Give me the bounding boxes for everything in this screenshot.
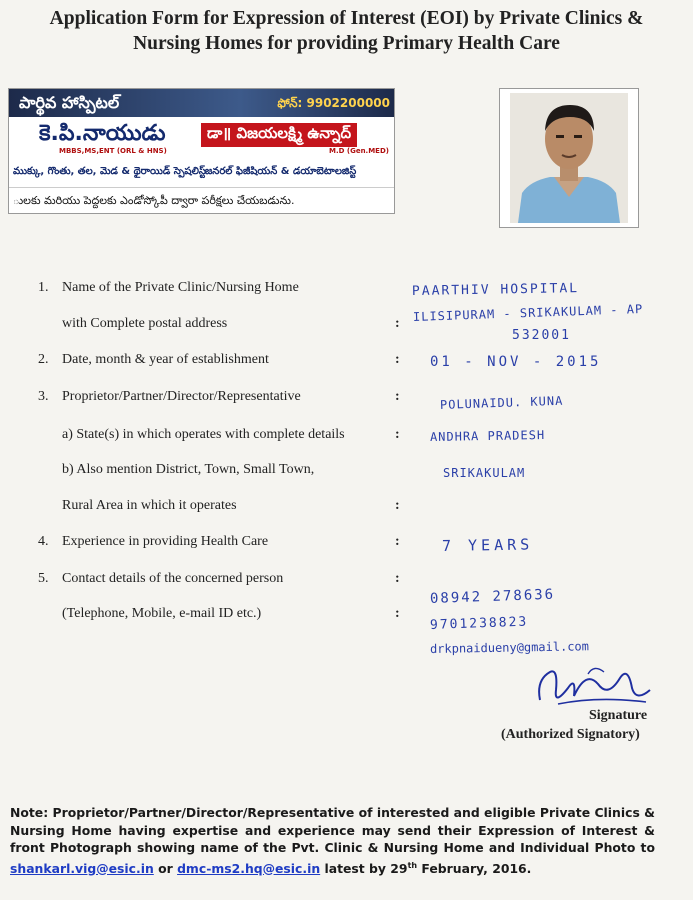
banner-phone: ఫోన్: 9902200000 xyxy=(277,96,390,110)
colon: : xyxy=(395,534,400,549)
banner-footer: ులకు మరియు పెద్దలకు ఎండోస్కోపీ ద్వారా పరీక్షలు చేయబడును. xyxy=(9,187,394,213)
item-label-establishment: Date, month & year of establishment xyxy=(62,352,269,367)
item-label-state: a) State(s) in which operates with complete details xyxy=(62,427,345,442)
answer-email: drkpnaidueny@gmail.com xyxy=(429,639,590,656)
form-title-line1: Application Form for Expression of Interest (EOI) by Private Clinics & xyxy=(49,8,644,29)
answer-proprietor: POLUNAIDU. KUNA xyxy=(439,393,564,412)
banner-doctor1-degree: MBBS,MS,ENT (ORL & HNS) xyxy=(59,147,167,155)
answer-clinic-name: PAARTHIV HOSPITAL xyxy=(411,281,580,299)
item-label-postal-address: with Complete postal address xyxy=(62,316,228,331)
form-title-line2: Nursing Homes for providing Primary Health Care xyxy=(133,33,560,54)
banner-specialty1: ముక్కు, గొంతు, తల, మెడ & థైరాయిడ్ స్పెషలిస్ట్ xyxy=(13,166,206,177)
item-label-experience: Experience in providing Health Care xyxy=(62,534,269,549)
answer-state: ANDHRA PRADESH xyxy=(429,427,546,444)
item-label-clinic-name: Name of the Private Clinic/Nursing Home xyxy=(62,280,299,295)
colon: : xyxy=(395,606,400,621)
colon: : xyxy=(395,427,400,442)
item-number: 4. xyxy=(38,534,49,549)
banner-doctor1-name: కె.పి.నాయుడు xyxy=(39,121,166,146)
authorized-signatory-label: (Authorized Signatory) xyxy=(501,727,640,742)
answer-established: 01 - NOV - 2015 xyxy=(430,354,602,370)
banner-doctor2-name: డా॥ విజయలక్ష్మి ఉన్నాద్ xyxy=(201,123,357,147)
answer-address: ILISIPURAM - SRIKAKULAM - AP xyxy=(412,301,644,324)
colon: : xyxy=(395,316,400,331)
item-label-proprietor: Proprietor/Partner/Director/Representative xyxy=(62,389,301,404)
item-label-district: b) Also mention District, Town, Small Town, xyxy=(62,462,315,477)
note-paragraph xyxy=(10,804,655,877)
answer-district: SRIKAKULAM xyxy=(443,466,526,480)
answer-mobile: 9701238823 xyxy=(429,614,529,633)
answer-pincode: 532001 xyxy=(512,328,571,343)
note-deadline: latest by 29 xyxy=(324,860,408,876)
item-number: 2. xyxy=(38,352,49,367)
item-number: 5. xyxy=(38,571,49,586)
colon: : xyxy=(395,352,400,367)
banner-doctor2-degree: M.D (Gen.MED) xyxy=(329,147,389,155)
banner-specialty2: జనరల్ ఫిజీషియన్ & డయాబెటాలజిస్ట్ xyxy=(205,166,357,177)
note-text: Note: Proprietor/Partner/Director/Representative of interested and eligible Private Clinics & Nursing Home having expertise and experience may send their Expression of Interest & front Photograph showing name of the Pvt. Clinic & Nursing Home and Individual Photo to xyxy=(10,805,655,855)
answer-experience: 7 YEARS xyxy=(441,535,534,555)
colon: : xyxy=(395,571,400,586)
signature-label: Signature xyxy=(589,708,648,723)
item-label-contact: Contact details of the concerned person xyxy=(62,571,284,586)
banner-hospital-name: పార్థివ హాస్పిటల్ xyxy=(19,93,120,112)
handwritten-signature-icon xyxy=(528,660,658,714)
item-number: 3. xyxy=(38,389,49,404)
email-link-dmc-ms2[interactable]: dmc-ms2.hq@esic.in xyxy=(177,860,321,876)
email-link-shankarl[interactable]: shankarl.vig@esic.in xyxy=(10,860,154,876)
answer-telephone: 08942 278636 xyxy=(429,586,556,607)
note-deadline-suffix: th xyxy=(407,860,418,870)
colon: : xyxy=(395,389,400,404)
item-label-contact-details: (Telephone, Mobile, e-mail ID etc.) xyxy=(62,606,262,621)
item-number: 1. xyxy=(38,280,49,295)
item-label-rural-area: Rural Area in which it operates xyxy=(62,498,237,513)
colon: : xyxy=(395,498,400,513)
note-or: or xyxy=(158,860,173,876)
note-deadline-date: February, 2016. xyxy=(421,860,532,876)
